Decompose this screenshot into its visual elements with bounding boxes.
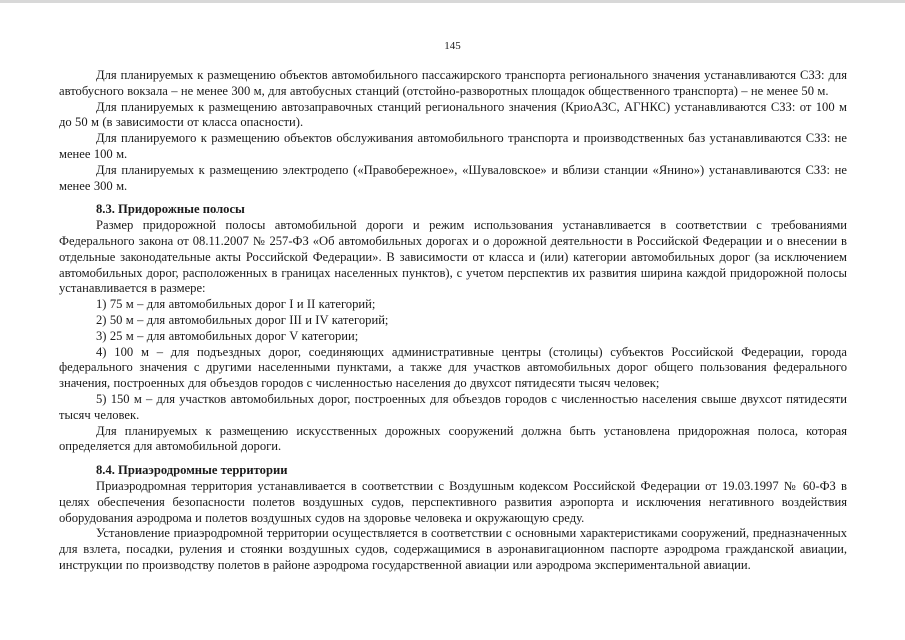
paragraph-fuel-stations-szz: Для планируемых к размещению автозаправочных станций регионального значения (КриоАЗС, АГНКС) устанавливаются СЗЗ: от 100 м до 50 м (в зависимости от класса опасности). [59,99,847,130]
page-top-edge [0,0,905,3]
paragraph-airfield-establishment: Установление приаэродромной территории осуществляется в соответствии с основными характеристиками сооружений, предназначенных для взлета, посадки, руления и стоянки воздушных судов, содержащимися в аэронавигационном паспорте аэродрома гражданской авиации, инструкции по производству полетов в районе аэродрома государственной авиации или аэродрома экспериментальной авиации. [59,526,847,572]
list-item-2: 2) 50 м – для автомобильных дорог III и IV категорий; [96,312,389,327]
list-item-4: 4) 100 м – для подъездных дорог, соединяющих административные центры (столицы) субъектов Российской Федерации, города федерального значения с другими населенными пунктами, а также для участков автомобильных дорог общего пользования федерального значения, построенных для объездов городов с численностью населения до двухсот пятидесяти тысяч человек; [59,344,847,391]
paragraph-electrodepot-szz: Для планируемых к размещению электродепо («Правобережное», «Шуваловское» и вблизи станции «Янино») устанавливаются СЗЗ: не менее 300 м. [59,162,847,193]
list-item-5: 5) 150 м – для участков автомобильных дорог, построенных для объездов городов с численностью населения свыше двухсот пятидесяти тысяч человек. [59,391,847,422]
page-content [59,68,847,574]
paragraph-bus-transport-szz: Для планируемых к размещению объектов автомобильного пассажирского транспорта регионального значения устанавливаются СЗЗ: для автобусного вокзала – не менее 300 м, для автобусных станций (отстойно-разворотных площадок общественного транспорта) – не менее 50 м. [59,68,847,98]
paragraph-artificial-structures: Для планируемых к размещению искусственных дорожных сооружений должна быть установлена придорожная полоса, которая определяется для автомобильной дороги. [59,423,847,454]
paragraph-airfield-territory: Приаэродромная территория устанавливается в соответствии с Воздушным кодексом Российской Федерации от 19.03.1997 № 60-ФЗ в целях обеспечения безопасности полетов воздушных судов, перспективного развития аэропорта и исключения негативного воздействия оборудования аэродрома и полетов воздушных судов на здоровье человека и окружающую среду. [59,478,847,525]
section-heading-8-4: 8.4. Приаэродромные территории [96,463,288,478]
section-heading-8-3: 8.3. Придорожные полосы [96,202,245,217]
page-number: 145 [444,40,461,52]
list-item-3: 3) 25 м – для автомобильных дорог V категории; [96,328,359,343]
section-gap [59,194,847,198]
paragraph-roadside-strip-intro: Размер придорожной полосы автомобильной дороги и режим использования устанавливается в соответствии с требованиями Федерального закона от 08.11.2007 № 257-ФЗ «Об автомобильных дорогах и о дорожной деятельности в Российской Федерации и о внесении в отдельные законодательные акты Российской Федерации». В зависимости от класса и (или) категории автомобильных дорог (за исключением автомобильных дорог, расположенных в границах населенных пунктов), с учетом перспектив их развития ширина каждой придорожной полосы устанавливается в размере: [59,218,847,296]
paragraph-auto-service-szz: Для планируемого к размещению объектов обслуживания автомобильного транспорта и производственных баз устанавливаются СЗЗ: не менее 100 м. [59,131,847,161]
list-item-1: 1) 75 м – для автомобильных дорог I и II категорий; [96,297,376,312]
section-gap [59,455,847,459]
